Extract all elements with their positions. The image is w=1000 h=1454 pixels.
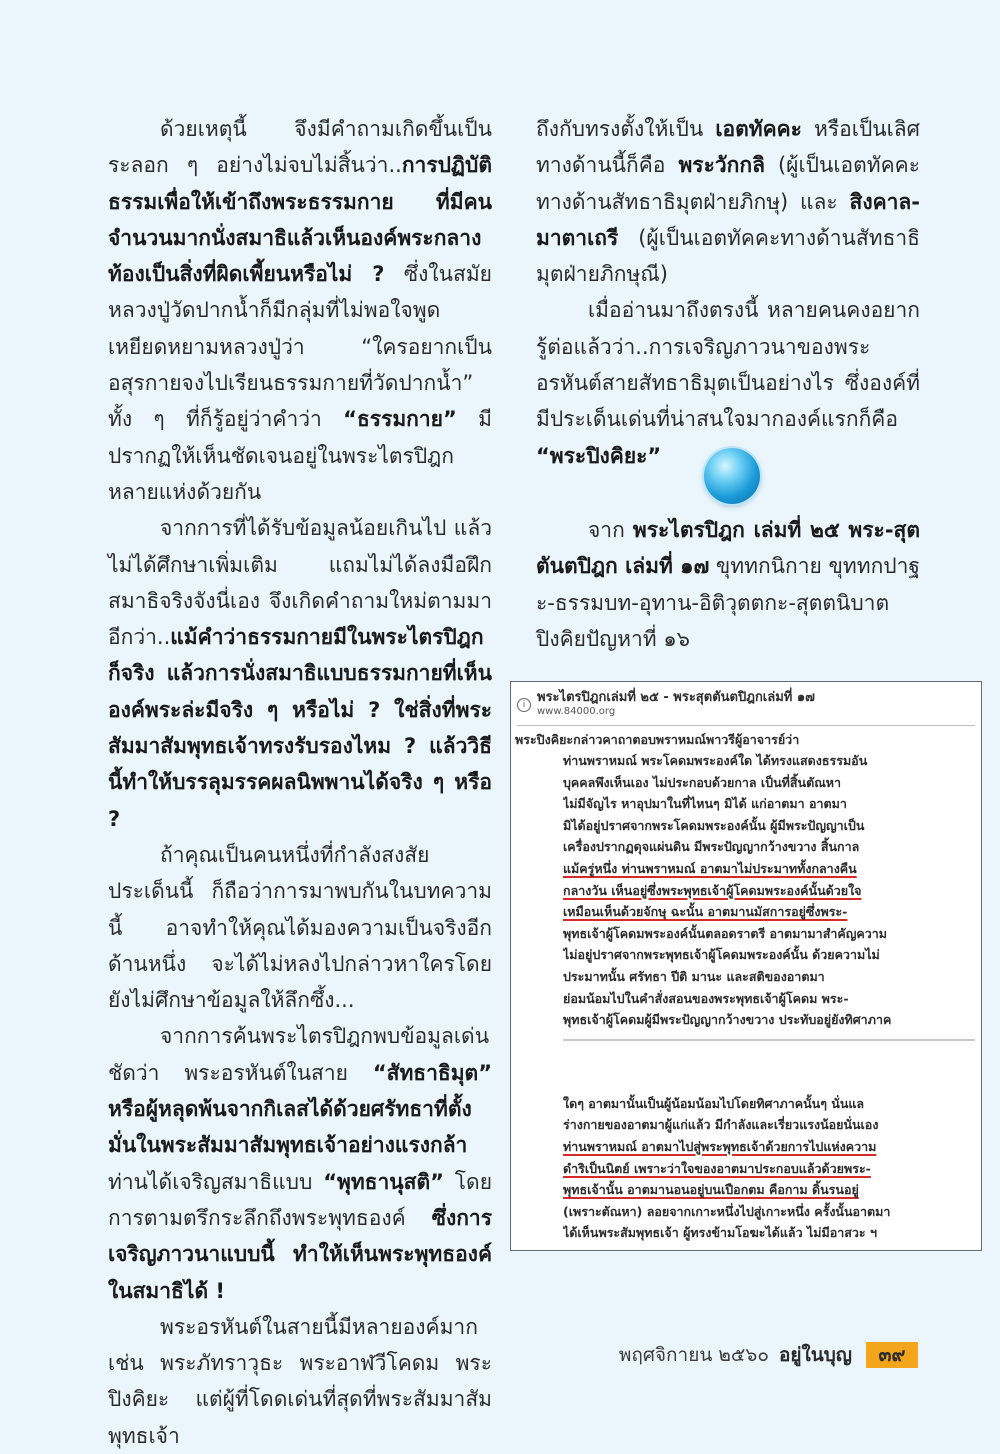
- bold-tipitaka-volume: พระไตรปิฎก เล่มที่ ๒๕ พระ-สุตตันตปิฎก เล่มที่ ๑๗: [536, 518, 920, 579]
- paragraph-reader-address: ถ้าคุณเป็นคนหนึ่งที่กำลังสงสัยประเด็นนี้ ก็ถือว่าการมาพบกันในบทความนี้ อาจทำให้คุณได้มองความเป็นจริงอีกด้านหนึ่ง จะได้ไม่หลงไปกล่าวหาใครโดยยังไม่ศึกษาข้อมูลให้ลึกซึ้ง...: [108, 842, 492, 1013]
- bold-saddhadhimutta: “สัทธาธิมุต” หรือผู้หลุดพ้นจากกิเลสได้ด้วยศรัทธาที่ตั้งมั่นในพระสัมมาสัมพุทธเจ้าอย่างแรงกล้า: [108, 1060, 492, 1158]
- bold-etadagga: เอตทัคคะ: [715, 117, 802, 141]
- excerpt-line: [563, 858, 973, 880]
- underlined-passage: พุทธเจ้านั้น อาตมานอนอยู่บนเปือกตม คือกาม ดิ้นรนอยู่: [563, 1182, 859, 1198]
- page-number: ๓๙: [866, 1342, 918, 1368]
- excerpt-line: [563, 901, 973, 923]
- excerpt-line: ท่านพราหมณ์ พระโคดมพระองค์ใด ได้ทรงแสดงธรรมอัน: [563, 753, 868, 768]
- left-column: [108, 111, 492, 1454]
- underlined-passage: ท่านพราหมณ์ อาตมาไปสู่พระพุทธเจ้าด้วยการไปแห่งความ: [563, 1138, 877, 1154]
- excerpt-line: ร่างกายของอาตมาผู้แก่แล้ว มีกำลังและเรี่ยวแรงน้อยนั่นเอง: [563, 1117, 879, 1133]
- excerpt-line: ประมาทนั้น ศรัทธา ปีติ มานะ และสติของอาตมา: [563, 968, 825, 984]
- magazine-name: อยู่ในบุญ: [778, 1344, 852, 1366]
- tipitaka-screenshot-excerpt: [510, 681, 982, 1251]
- blue-orb-ornament: [704, 448, 760, 504]
- excerpt-line: [563, 1179, 973, 1201]
- text-span: (ผู้เป็นเอตทัคคะทางด้านสัทธาธิมุตฝ่ายภิกษุ) และ: [536, 153, 920, 214]
- bold-question: การปฏิบัติธรรมเพื่อให้เข้าถึงพระธรรมกาย ที่มีคนจำนวนมากนั่งสมาธิแล้วเห็นองค์พระกลางท้องเป็นสิ่งที่ผิดเพี้ยนหรือไม่ ?: [108, 153, 492, 287]
- text-span: จาก: [588, 518, 633, 542]
- text-span: ถึงกับทรงตั้งให้เป็น: [536, 117, 716, 141]
- paragraph-tipitaka-finding: [108, 1018, 492, 1308]
- bold-singalamata: สิงคาล-มาตาเถรี: [536, 189, 920, 250]
- excerpt-divider: [517, 725, 975, 726]
- excerpt-line: เครื่องปรากฏดุจแผ่นดิน มีพระปัญญากว้างขวาง สิ้นกาล: [563, 839, 860, 855]
- excerpt-line: [563, 1136, 973, 1158]
- paragraph-arahants-list: พระอรหันต์ในสายนี้มีหลายองค์มาก เช่น พระภัทราวุธะ พระอาฬวีโคดม พระปิงคิยะ แต่ผู้ที่โดดเด่นที่สุดที่พระสัมมาสัมพุทธเจ้า: [108, 1314, 492, 1448]
- excerpt-verse-1: [511, 750, 981, 1031]
- text-span: (ผู้เป็นเอตทัคคะทางด้านสัทธาธิมุตฝ่ายภิกษุณี): [536, 225, 920, 287]
- excerpt-line: ไม่อยู่ปราศจากพระพุทธเจ้าผู้โคดมพระองค์นั้น ด้วยความไม่: [563, 947, 880, 963]
- excerpt-line: ได้เห็นพระสัมพุทธเจ้า ผู้ทรงข้ามโอฆะได้แล้ว ไม่มีอาสวะ ฯ: [563, 1225, 877, 1241]
- paragraph-intro-question: [108, 111, 492, 510]
- text-span: จากการที่ได้รับข้อมูลน้อยเกินไป แล้วไม่ได้ศึกษาเพิ่มเติม แถมไม่ได้ลงมือฝึกสมาธิจริงจังนี่เอง จึงเกิดคำถามใหม่ตามมาอีกว่า..: [108, 516, 492, 650]
- source-citation: [536, 512, 920, 657]
- paragraph-etadagga: [536, 111, 920, 292]
- underlined-passage: แม้ครู่หนึ่ง ท่านพราหมณ์ อาตมาไม่ประมาททั้งกลางคืน: [563, 860, 857, 876]
- excerpt-header: [511, 682, 981, 718]
- excerpt-line: พุทธเจ้าผู้โคดมผู้มีพระปัญญากว้างขวาง ประทับอยู่ยังทิศาภาค: [563, 1012, 892, 1028]
- excerpt-line: ไม่มีจัญไร หาอุปมาในที่ไหนๆ มิได้ แก่อาตมา อาตมา: [563, 796, 847, 812]
- text-span: ซึ่งในสมัยหลวงปู่วัดปากน้ำก็มีกลุ่มที่ไม่พอใจพูดเหยียดหยามหลวงปู่ว่า “ใครอยากเป็นอสุรกายจงไปเรียนธรรมกายที่วัดปากน้ำ” ทั้ง ๆ ที่ก็รู้อยู่ว่าคำว่า: [108, 262, 492, 432]
- underlined-passage: ดำริเป็นนิตย์ เพราะว่าใจของอาตมาประกอบแล้วด้วยพระ-: [563, 1160, 871, 1176]
- text-span: ขุททกนิกาย ขุททกปาฐะ-ธรรมบท-อุทาน-อิติวุตตกะ-สุตตนิบาตปิงคิยปัญหาที่ ๑๖: [536, 554, 920, 651]
- excerpt-line: [563, 880, 973, 902]
- right-column: [536, 111, 920, 474]
- text-span: ด้วยเหตุนี้ จึงมีคำถามเกิดขึ้นเป็นระลอก ๆ อย่างไม่จบไม่สิ้นว่า..: [108, 117, 492, 178]
- excerpt-line: บุคคลพึงเห็นเอง ไม่ประกอบด้วยกาล เป็นที่สิ้นตัณหา: [563, 774, 842, 790]
- text-span: ท่านได้เจริญสมาธิแบบ: [108, 1169, 324, 1194]
- bold-buddhanussati: “พุทธานุสติ”: [323, 1169, 444, 1194]
- bold-question: แม้คำว่าธรรมกายมีในพระไตรปิฎกก็จริง แล้วการนั่งสมาธิแบบธรรมกายที่เห็นองค์พระล่ะมีจริง ๆ หรือไม่ ? ใช่สิ่งที่พระสัมมาสัมพุทธเจ้าทรงรับรองไหม ? แล้ววิธีนี้ทำให้บรรลุมรรคผลนิพพานได้จริง ๆ หรือ ?: [108, 625, 492, 831]
- excerpt-line: [563, 1158, 973, 1180]
- excerpt-verse-2: [511, 1093, 981, 1244]
- bold-conclusion: ซึ่งการเจริญภาวนาแบบนี้ ทำให้เห็นพระพุทธองค์ในสมาธิได้ !: [108, 1205, 492, 1303]
- bold-pingiya: “พระปิงคิยะ”: [536, 443, 662, 468]
- text-span: เมื่ออ่านมาถึงตรงนี้ หลายคนคงอยากรู้ต่อแล้วว่า..การเจริญภาวนาของพระอรหันต์สายสัทธาธิมุตเป็นอย่างไร ซึ่งองค์ที่มีประเด็นเด่นที่น่าสนใจมากองค์แรกก็คือ: [536, 298, 920, 432]
- excerpt-gap-rule: [563, 1039, 975, 1041]
- text-span: โดยการตามตรึกระลึกถึงพระพุทธองค์: [108, 1169, 492, 1230]
- bold-vakkali: พระวักกลิ: [678, 153, 765, 178]
- excerpt-title-block: [537, 690, 815, 718]
- excerpt-title: พระไตรปิฎกเล่มที่ ๒๕ - พระสุตตันตปิฎกเล่มที่ ๑๗: [537, 690, 815, 705]
- excerpt-line: ใดๆ อาตมานั้นเป็นผู้น้อมน้อมไปโดยทิศาภาคนั้นๆ นั่นแล: [563, 1095, 865, 1111]
- issue-date: พฤศจิกายน ๒๕๖๐: [618, 1344, 769, 1366]
- info-icon: i: [517, 698, 531, 712]
- page-footer: [619, 1340, 918, 1370]
- excerpt-line: พุทธเจ้าผู้โคดมพระองค์นั้นตลอดราตรี อาตมามาสำคัญความ: [563, 925, 887, 941]
- excerpt-line: (เพราะตัณหา) ลอยจากเกาะหนึ่งไปสู่เกาะหนึ่ง ครั้งนั้นอาตมา: [563, 1203, 891, 1219]
- text-span: จากการค้นพระไตรปิฎกพบข้อมูลเด่นชัดว่า พระอรหันต์ในสาย: [108, 1024, 490, 1085]
- underlined-passage: กลางวัน เห็นอยู่ซึ่งพระพุทธเจ้าผู้โคดมพระองค์นั้นด้วยใจ: [563, 882, 862, 898]
- excerpt-line: มิได้อยู่ปราศจากพระโคดมพระองค์นั้น ผู้มีพระปัญญาเป็น: [563, 817, 865, 833]
- underlined-passage: เหมือนเห็นด้วยจักษุ ฉะนั้น อาตมานมัสการอยู่ซึ่งพระ-: [563, 904, 848, 920]
- excerpt-url: www.84000.org: [537, 706, 616, 717]
- paragraph-new-question: [108, 510, 492, 837]
- bold-term-dhammakaya: “ธรรมกาย”: [343, 407, 457, 432]
- source-reference: [536, 512, 920, 657]
- paragraph-pingiya-intro: [536, 292, 920, 473]
- text-span: มีปรากฏให้เห็นชัดเจนอยู่ในพระไตรปิฎกหลายแห่งด้วยกัน: [108, 407, 492, 504]
- text-span: หรือเป็นเลิศทางด้านนี้ก็คือ: [536, 117, 921, 178]
- excerpt-lead-line: พระปิงคิยะกล่าวคาถาตอบพราหมณ์พาวรีผู้อาจารย์ว่า: [515, 732, 800, 747]
- excerpt-line: ย่อมน้อมไปในคำสั่งสอนของพระพุทธเจ้าผู้โคดม พระ-: [563, 990, 849, 1006]
